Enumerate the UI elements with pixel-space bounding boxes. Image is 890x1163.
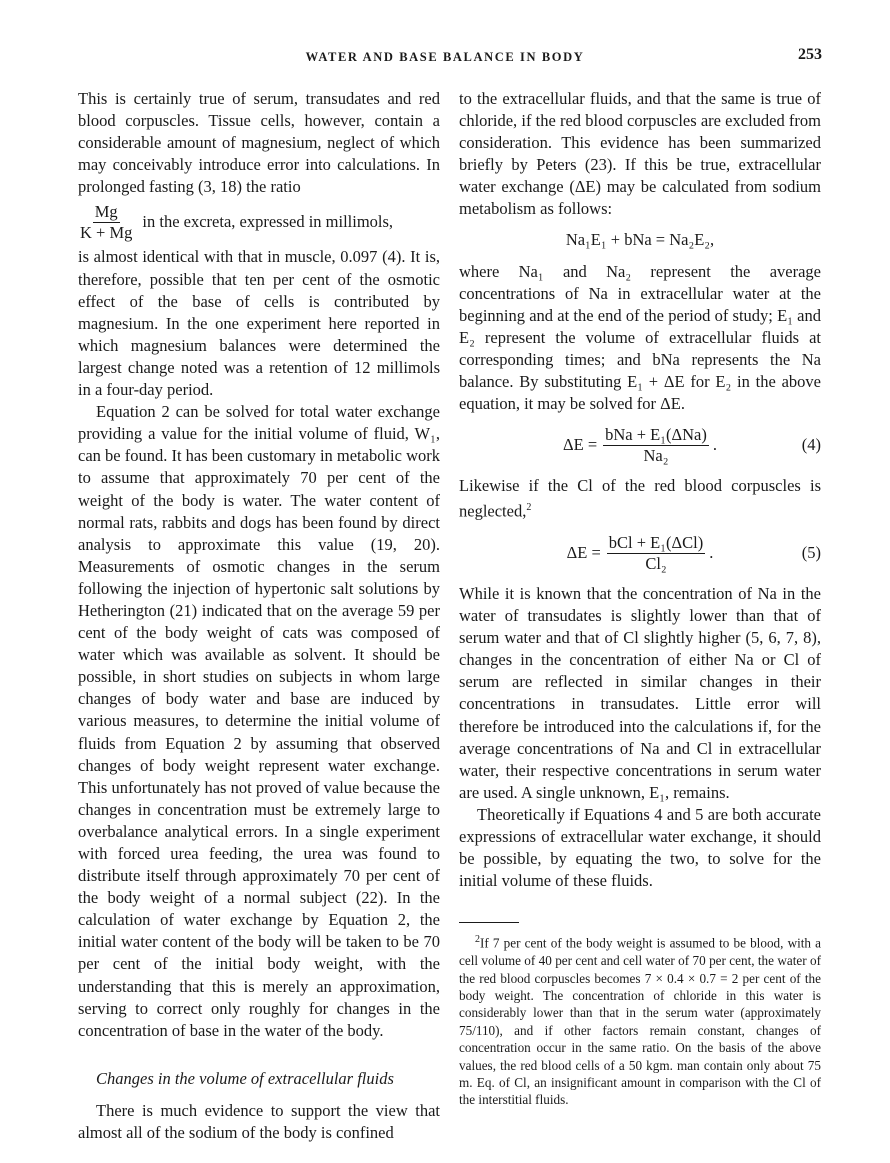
equation-4-period: . xyxy=(712,435,717,455)
page-header xyxy=(0,44,890,74)
equation-4-lhs: ΔE = xyxy=(563,435,598,455)
footnote-text: If 7 per cent of the body weight is assumed to be blood, with a cell volume of 40 per cent and cell water of 70 per cent, the water of the red blood corpuscles becomes 7 × 0.4 × 0.7 = 2 per cent of the body weight. The concentration of chloride in this water is considerably lower than that in the serum water (approximately 75/110), and if other factors remain constant, changes of concentration occur in the same ratio. On the basis of the above values, the red blood cells of a 50 kgm. man contain only about 75 m. Eq. of Cl, an insignificant amount in comparison with the Cl of the interstitial fluids. xyxy=(459,935,821,1108)
left-column xyxy=(78,88,440,1144)
ratio-numerator: Mg xyxy=(94,201,118,221)
equation-5-denominator: Cl₂ xyxy=(645,553,667,573)
ratio-trailing-text: in the excreta, expressed in millimols, xyxy=(142,212,394,232)
ratio-denominator: K + Mg xyxy=(80,222,133,242)
paragraph-chloride xyxy=(459,475,821,523)
equation-4 xyxy=(459,419,821,471)
paragraph-chloride-text: Likewise if the Cl of the red blood corpuscles is neglected, xyxy=(459,476,821,521)
equation-5 xyxy=(459,527,821,579)
mg-ratio-fraction xyxy=(78,202,134,243)
equation-5-fraction xyxy=(607,533,705,574)
footnote-reference: 2 xyxy=(526,502,532,514)
paragraph-extracellular: to the extracellular fluids, and that the same is true of chloride, if the red blood corpuscles are excluded from consideration. This evidence has been summarized briefly by Peters (23). If this be true, extracellular water exchange (ΔE) may be calculated from sodium metabolism as follows: xyxy=(459,89,821,219)
equation-5-lhs: ΔE = xyxy=(566,542,601,562)
paragraph-definitions: where Na₁ and Na₂ represent the average concentrations of Na in extracellular water at the beginning and at the end of the period of study; E₁ and E₂ represent the volume of extracellular fluids at corresponding times; and bNa represents the Na balance. By substituting E₁ + ΔE for E₂ in the above equation, it may be solved for ΔE. xyxy=(459,261,821,414)
equation-sodium-balance: Na₁E₁ + bNa = Na₂E₂, xyxy=(565,229,715,249)
page-number: 253 xyxy=(798,46,822,63)
paragraph-sodium-intro: There is much evidence to support the view that almost all of the sodium of the body is confined xyxy=(78,1100,440,1143)
equation-4-fraction xyxy=(603,425,709,466)
equation-5-numerator: bCl + E₁(ΔCl) xyxy=(608,532,704,552)
equation-5-period: . xyxy=(709,542,714,562)
right-column xyxy=(459,88,821,1109)
equation-4-numerator: bNa + E₁(ΔNa) xyxy=(605,424,707,444)
paragraph-transudates: While it is known that the concentration of Na in the water of transudates is slightly lower than that of serum water and that of Cl slightly higher (5, 6, 7, 8), changes in the concentration of either Na or Cl of serum are reflected in similar changes in their concentrations in transudates. Little error will therefore be introduced into the calculations if, for the average concentrations of Na and Cl in extracellular water, their respective concentrations in serum water are used. A single unknown, E₁, remains. xyxy=(459,584,821,802)
footnote xyxy=(459,931,821,1108)
footnote-divider xyxy=(459,922,519,923)
ratio-line xyxy=(78,198,440,246)
paragraph-theoretical: Theoretically if Equations 4 and 5 are both accurate expressions of extracellular water exchange, it should be possible, by equating the two, to solve for the initial volume of these fluids. xyxy=(459,804,821,891)
paragraph-equation-2: Equation 2 can be solved for total water exchange providing a value for the initial volume of fluid, W₁, can be found. It has been customary in metabolic work to assume that approximately 70 per cent of the weight of the body is water. The water content of normal rats, rabbits and dogs has been found by direct analysis to approximate this value (19, 20). Measurements of osmotic changes in the serum following the injection of hypertonic salt solutions by Hetherington (21) indicated that on the average 59 per cent of the body weight of cats was composed of water which was available as solvent. It should be possible, in short studies on subjects in whom large changes of body water and base are induced by various measures, to determine the initial volume of fluids from Equation 2 by assuming that observed changes of body weight represent water exchange. This unfortunately has not proved of value because the changes in concentration must be extremely large to overbalance analytical errors. In a single experiment with forced urea feeding, the urea was found to distribute itself through approximately 70 per cent of the body weight of a normal subject (22). In the calculation of water exchange by Equation 2, the initial water content of the body will be taken to be 70 per cent of the initial body weight, with the understanding that this is merely an approximation, serving to correct only roughly for changes in the concentration of base in the water of the body. xyxy=(78,402,440,1040)
section-heading: Changes in the volume of extracellular fluids xyxy=(96,1068,394,1088)
paragraph-magnesium: This is certainly true of serum, transudates and red blood corpuscles. Tissue cells, however, contain a considerable amount of magnesium, neglect of which may conceivably introduce error into calculations. In prolonged fasting (3, 18) the ratio xyxy=(78,89,440,197)
running-title: WATER AND BASE BALANCE IN BODY xyxy=(305,50,585,64)
paragraph-magnesium-continued: is almost identical with that in muscle, 0.097 (4). It is, therefore, possible that ten per cent of the osmotic effect of the base of cells is contributed by magnesium. In the one experiment here reported in which magnesium balances were determined the largest change noted was a retention of 12 millimols in a four-day period. xyxy=(78,247,440,400)
footnote-mark: 2 xyxy=(475,934,480,946)
equation-4-number: (4) xyxy=(801,435,821,455)
equation-4-denominator: Na₂ xyxy=(643,445,669,465)
equation-5-number: (5) xyxy=(801,543,821,562)
